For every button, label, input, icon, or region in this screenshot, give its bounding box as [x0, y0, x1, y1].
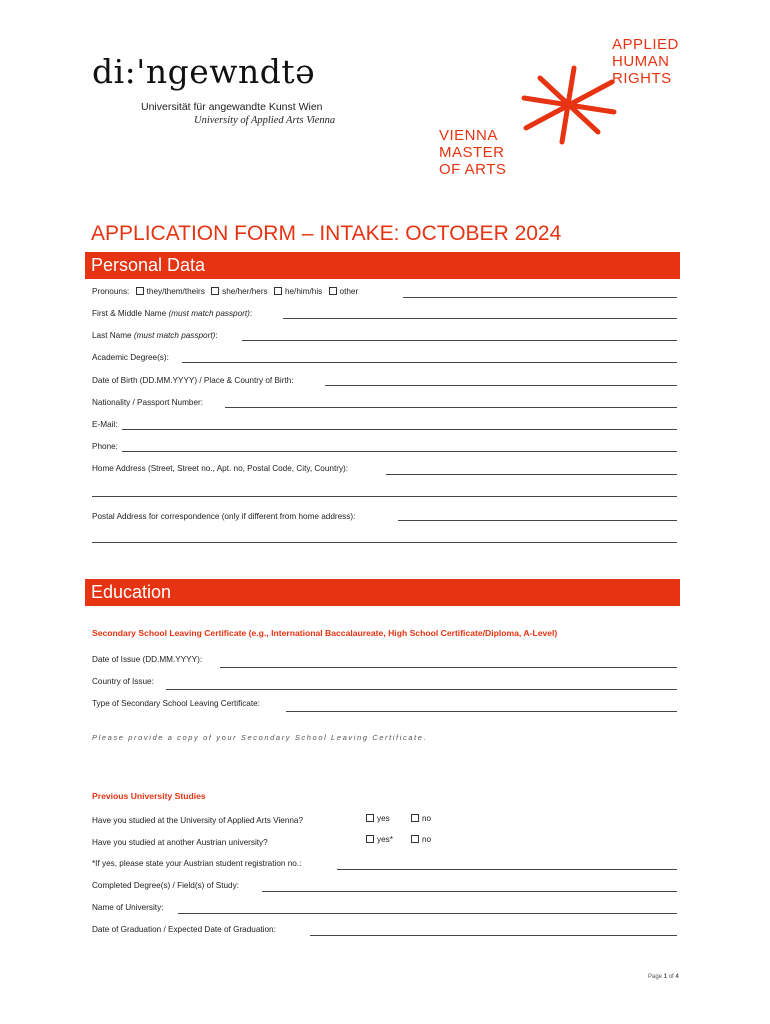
phone-field[interactable]	[122, 451, 677, 452]
checkbox-yes[interactable]	[366, 835, 374, 843]
home-address-field-2[interactable]	[92, 496, 677, 497]
studied-angewandte-no[interactable]: no	[407, 814, 431, 823]
nationality-field[interactable]	[225, 407, 677, 408]
checkbox-no[interactable]	[411, 835, 419, 843]
star-burst-icon	[518, 64, 620, 146]
registration-no-field[interactable]	[337, 869, 677, 870]
last-name-label: Last Name (must match passport):	[92, 331, 218, 340]
academic-degree-field[interactable]	[182, 362, 677, 363]
studied-austrian-yes[interactable]: yes*	[362, 835, 393, 844]
previous-studies-heading: Previous University Studies	[92, 791, 206, 801]
secondary-school-heading: Secondary School Leaving Certificate (e.g., International Baccalaureate, High School Certificate/Diploma, A-Level)	[92, 628, 558, 638]
last-name-field[interactable]	[242, 340, 677, 341]
vienna-master-of-arts-logo: VIENNA MASTER OF ARTS	[439, 127, 507, 178]
university-name-label: Name of University:	[92, 903, 164, 912]
dob-field[interactable]	[325, 385, 677, 386]
copy-note: Please provide a copy of your Secondary School Leaving Certificate.	[92, 733, 428, 742]
studied-austrian-label: Have you studied at another Austrian university?	[92, 838, 268, 847]
studied-angewandte-label: Have you studied at the University of Applied Arts Vienna?	[92, 816, 304, 825]
checkbox-yes[interactable]	[366, 814, 374, 822]
first-name-label: First & Middle Name (must match passport):	[92, 309, 253, 318]
home-address-label: Home Address (Street, Street no., Apt. no, Postal Code, City, Country):	[92, 464, 349, 473]
nationality-label: Nationality / Passport Number:	[92, 398, 204, 407]
university-name-field[interactable]	[178, 913, 677, 914]
first-name-field[interactable]	[283, 318, 677, 319]
studied-austrian-no[interactable]: no	[407, 835, 431, 844]
section-header-education: Education	[85, 579, 680, 606]
completed-degree-label: Completed Degree(s) / Field(s) of Study:	[92, 881, 239, 890]
country-of-issue-label: Country of Issue:	[92, 677, 154, 686]
country-of-issue-field[interactable]	[166, 689, 677, 690]
dob-label: Date of Birth (DD.MM.YYYY) / Place & Country of Birth:	[92, 376, 294, 385]
pronoun-checkbox-other[interactable]	[329, 287, 337, 295]
pronouns-row: Pronouns: they/them/theirs she/her/hers he/him/his other	[92, 287, 359, 296]
pronoun-checkbox-they[interactable]	[136, 287, 144, 295]
email-field[interactable]	[122, 429, 677, 430]
section-header-personal: Personal Data	[85, 252, 680, 279]
checkbox-no[interactable]	[411, 814, 419, 822]
university-name-en: University of Applied Arts Vienna	[194, 115, 336, 126]
pronoun-checkbox-she[interactable]	[211, 287, 219, 295]
studied-angewandte-yes[interactable]: yes	[362, 814, 390, 823]
pronoun-checkbox-he[interactable]	[274, 287, 282, 295]
postal-address-label: Postal Address for correspondence (only if different from home address):	[92, 512, 356, 521]
postal-address-field-2[interactable]	[92, 542, 677, 543]
graduation-date-label: Date of Graduation / Expected Date of Graduation:	[92, 925, 276, 934]
completed-degree-field[interactable]	[262, 891, 677, 892]
date-of-issue-label: Date of Issue (DD.MM.YYYY):	[92, 655, 203, 664]
applied-human-rights-logo: APPLIED HUMAN RIGHTS	[612, 36, 679, 87]
phone-label: Phone:	[92, 442, 118, 451]
certificate-type-label: Type of Secondary School Leaving Certificate:	[92, 699, 260, 708]
page-number: Page 1 of 4	[648, 974, 679, 980]
university-name-de: Universität für angewandte Kunst Wien	[141, 101, 323, 113]
home-address-field[interactable]	[386, 474, 677, 475]
graduation-date-field[interactable]	[310, 935, 677, 936]
registration-no-label: *If yes, please state your Austrian student registration no.:	[92, 859, 302, 868]
academic-degree-label: Academic Degree(s):	[92, 353, 169, 362]
email-label: E-Mail:	[92, 420, 118, 429]
postal-address-field[interactable]	[398, 520, 677, 521]
certificate-type-field[interactable]	[286, 711, 677, 712]
date-of-issue-field[interactable]	[220, 667, 677, 668]
pronoun-other-field[interactable]	[403, 297, 677, 298]
angewandte-logo: di:'ngewndtə	[92, 52, 316, 91]
form-title: APPLICATION FORM – INTAKE: OCTOBER 2024	[91, 222, 562, 245]
